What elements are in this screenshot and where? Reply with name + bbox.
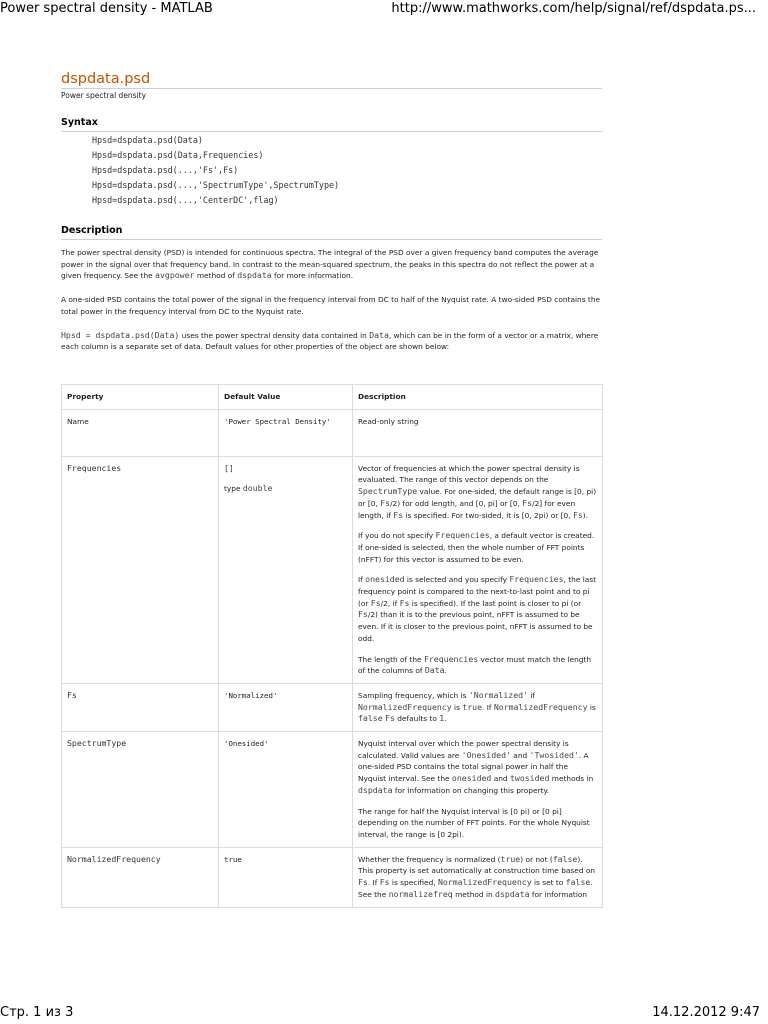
dspdata-link[interactable]: dspdata [237,270,272,281]
default-value: true [219,847,353,907]
syntax-line: Hpsd=dspdata.psd(Data,Frequencies) [92,150,264,160]
property-name: Frequencies [62,456,219,683]
column-header-property: Property [62,385,219,410]
syntax-heading: Syntax [61,117,98,128]
table-row [62,847,603,907]
dspdata-link[interactable]: dspdata [495,888,530,899]
table-row [62,732,603,848]
default-value: 'Normalized' [219,683,353,731]
default-value: 'Power Spectral Density' [219,409,353,456]
property-description: Sampling frequency, which is 'Normalized' if NormalizedFrequency is true. If NormalizedFrequency is false Fs defaults to 1. [353,683,603,731]
doc-page [61,70,602,353]
syntax-line: Hpsd=dspdata.psd(Data) [92,135,203,145]
description-paragraph-3: Hpsd = dspdata.psd(Data) uses the power spectral density data contained in Data, which can be in the form of a vector or a matrix, where each column is a separate set of data. Default values for other properties of the object are shown below: [61,329,599,352]
property-description: Read-only string [353,409,603,456]
default-value: [] type double [219,456,353,683]
syntax-block [61,133,602,208]
syntax-divider [61,131,602,132]
table-row [62,456,603,683]
print-footer-datetime: 14.12.2012 9:47 [652,1005,760,1020]
table-header-row [62,385,603,410]
title-divider [61,88,602,89]
default-value: 'Onesided' [219,732,353,848]
property-description: Vector of frequencies at which the power spectral density is evaluated. The range of this vector depends on the SpectrumType value. For one-sided, the default range is [0, pi) or [0, Fs/2) for odd length, and [0, pi] or [0, Fs/2] for even length, if Fs is specified. For two-sided, it is [0, 2pi) or [0, Fs). If you do not specify Frequencies, a default vector is created. If one-sided is selected, then the whole number of FFT points (nFFT) for this vector is assumed to be even. If onesided is selected and you specify Frequencies, the last frequency point is compared to the next-to-last point and to pi (or Fs/2, if Fs is specified). If the last point is closer to pi (or Fs/2) than it is to the previous point, nFFT is assumed to be even. If it is closer to the previous point, nFFT is assumed to be odd. The length of the Frequencies vector must match the length of the columns of Data. [353,456,603,683]
description-paragraph-1: The power spectral density (PSD) is intended for continuous spectra. The integral of the PSD over a given frequency band computes the average power in the signal over that frequency band. In contrast to the mean-squared spectrum, the peaks in this spectra do not reflect the power at a given frequency. See the avgpower method of dspdata for more information. [61,248,599,281]
syntax-line: Hpsd=dspdata.psd(...,'Fs',Fs) [92,165,239,175]
print-header-title: Power spectral density - MATLAB [0,1,213,16]
description-divider [61,239,602,240]
description-paragraph-2: A one-sided PSD contains the total power of the signal in the frequency interval from DC to half of the Nyquist rate. A two-sided PSD contains the total power in the frequency interval from DC to the Nyquist rate. [61,295,601,316]
print-footer-page: Стр. 1 из 3 [0,1005,74,1020]
column-header-description: Description [353,385,603,410]
property-description: Whether the frequency is normalized (true) or not (false). This property is set automatically at construction time based on Fs. If Fs is specified, NormalizedFrequency is set to false. See the normalizefreq method in dspdata for information [353,847,603,907]
property-name: SpectrumType [62,732,219,848]
properties-table [61,384,603,908]
property-name: Fs [62,683,219,731]
property-description: Nyquist interval over which the power spectral density is calculated. Valid values are 'Onesided' and 'Twosided'. A one-sided PSD contains the total signal power in half the Nyquist interval. See the onesided and twosided methods in dspdata for information on changing this property. The range for half the Nyquist interval is [0 pi) or [0 pi] depending on the number of FFT points. For the whole Nyquist interval, the range is [0 2pi). [353,732,603,848]
page-subtitle: Power spectral density [61,91,147,100]
syntax-line: Hpsd=dspdata.psd(...,'SpectrumType',SpectrumType) [92,180,340,190]
column-header-default: Default Value [219,385,353,410]
page-title: dspdata.psd [61,71,151,87]
property-name: Name [62,409,219,456]
table-row [62,683,603,731]
table-row [62,409,603,456]
description-heading: Description [61,225,123,236]
print-header-url: http://www.mathworks.com/help/signal/ref/dspdata.ps... [391,1,756,16]
syntax-line: Hpsd=dspdata.psd(...,'CenterDC',flag) [92,195,279,205]
property-name: NormalizedFrequency [62,847,219,907]
dspdata-link[interactable]: dspdata [358,784,393,795]
